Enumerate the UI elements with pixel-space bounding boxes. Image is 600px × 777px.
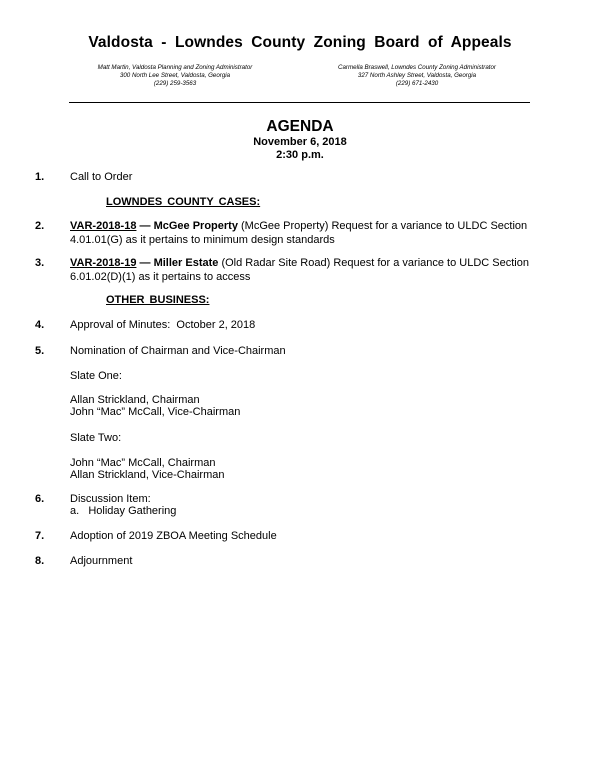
case-number: VAR-2018-18 — [70, 220, 137, 232]
county-administrator-contact — [302, 64, 532, 88]
item-text: Nomination of Chairman and Vice-Chairman — [70, 345, 286, 357]
slate-one-vice-chairman: John “Mac” McCall, Vice-Chairman — [70, 406, 241, 418]
meeting-date: November 6, 2018 — [253, 136, 347, 148]
agenda-heading — [0, 118, 600, 162]
county-administrator-address: 327 North Ashley Street, Valdosta, Georgia — [357, 72, 477, 79]
county-administrator-name: Carmella Braswell, Lowndes County Zoning Administrator — [338, 64, 496, 71]
item-number: 3. — [35, 257, 45, 269]
city-administrator-name: Matt Martin, Valdosta Planning and Zoning Administrator — [97, 64, 253, 71]
item-number: 7. — [35, 530, 45, 542]
county-administrator-phone: (229) 671-2430 — [395, 80, 439, 87]
item-text: Discussion Item: — [70, 493, 151, 505]
slate-two-chairman: John “Mac” McCall, Chairman — [70, 457, 216, 469]
case-dash: — — [136, 257, 154, 269]
item-text: Adoption of 2019 ZBOA Meeting Schedule — [70, 530, 277, 542]
item-number: 4. — [35, 319, 45, 331]
organization-title: Valdosta - Lowndes County Zoning Board of Appeals — [88, 34, 512, 51]
item-number: 6. — [35, 493, 45, 505]
slate-two-vice-chairman: Allan Strickland, Vice-Chairman — [70, 469, 225, 481]
item-text — [70, 220, 560, 247]
case-description: (Old Radar Site Road) Request for a variance to ULDC Section 6.01.02(D)(1) as it pertains to access — [70, 257, 529, 283]
case-name: McGee Property — [153, 220, 238, 232]
other-business-heading: OTHER BUSINESS: — [106, 294, 210, 306]
item-number: 5. — [35, 345, 45, 357]
slate-one-chairman: Allan Strickland, Chairman — [70, 394, 200, 406]
city-administrator-contact — [60, 64, 290, 88]
lowndes-county-cases-heading: LOWNDES COUNTY CASES: — [106, 196, 261, 208]
item-text: Call to Order — [70, 171, 133, 183]
item-number: 2. — [35, 220, 45, 232]
case-number: VAR-2018-19 — [70, 257, 137, 269]
agenda-title: AGENDA — [266, 118, 334, 135]
case-dash: — — [136, 220, 154, 232]
city-administrator-address: 300 North Lee Street, Valdosta, Georgia — [119, 72, 231, 79]
case-description: (McGee Property) Request for a variance to ULDC Section 4.01.01(G) as it pertains to minimum design standards — [70, 220, 528, 246]
header-divider — [69, 102, 530, 103]
item-number: 8. — [35, 555, 45, 567]
discussion-sub-item: a. Holiday Gathering — [70, 505, 177, 517]
item-text — [70, 257, 560, 284]
item-text: Adjournment — [70, 555, 133, 567]
item-number: 1. — [35, 171, 45, 183]
case-name: Miller Estate — [153, 257, 219, 269]
city-administrator-phone: (229) 259-3563 — [153, 80, 197, 87]
item-text: Approval of Minutes: October 2, 2018 — [70, 319, 256, 331]
slate-one-label: Slate One: — [70, 370, 122, 382]
meeting-time: 2:30 p.m. — [276, 149, 324, 161]
slate-two-label: Slate Two: — [70, 432, 122, 444]
